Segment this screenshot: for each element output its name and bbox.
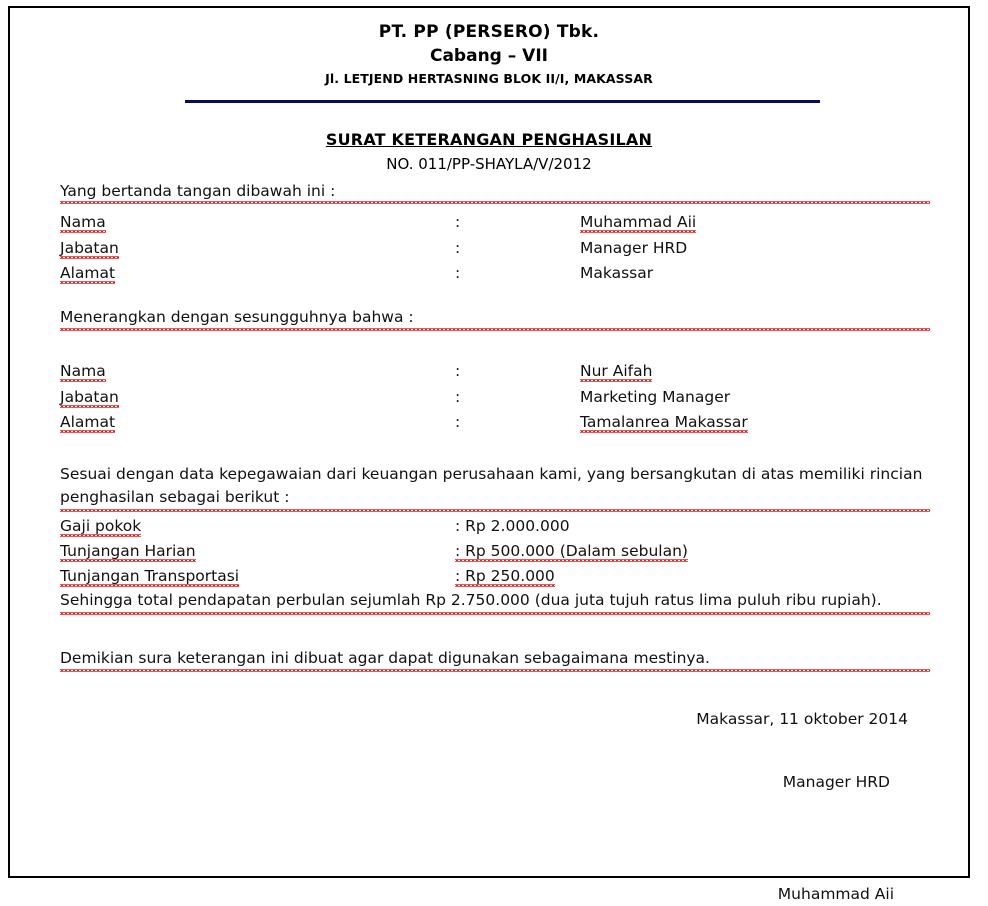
field-value: Makassar bbox=[580, 263, 654, 282]
title-block bbox=[10, 130, 968, 173]
income-label: Gaji pokok bbox=[60, 516, 142, 535]
table-row bbox=[60, 539, 760, 564]
table-row bbox=[60, 514, 760, 539]
income-value: : Rp 250.000 bbox=[455, 567, 555, 586]
signature-place-date: Makassar, 11 oktober 2014 bbox=[696, 710, 908, 728]
field-value: Tamalanrea Makassar bbox=[580, 412, 748, 431]
company-branch: Cabang – VII bbox=[429, 46, 548, 66]
intro-text: Yang bertanda tangan dibawah ini : bbox=[60, 180, 930, 204]
company-name: PT. PP (PERSERO) Tbk. bbox=[378, 22, 600, 42]
income-intro-text: Sesuai dengan data kepegawaian dari keuangan perusahaan kami, yang bersangkutan di atas memiliki rincian penghasilan sebagai berikut : bbox=[60, 463, 930, 512]
income-table bbox=[60, 514, 760, 590]
income-label: Tunjangan Harian bbox=[60, 541, 196, 560]
field-colon: : bbox=[455, 213, 461, 232]
field-value: Muhammad Aii bbox=[580, 213, 697, 232]
field-value: Marketing Manager bbox=[580, 387, 731, 406]
closing-text: Demikian sura keterangan ini dibuat agar dapat digunakan sebagaimana mestinya. bbox=[60, 647, 930, 672]
table-row bbox=[60, 359, 760, 384]
table-row bbox=[60, 564, 760, 589]
signer-details-table bbox=[60, 210, 760, 286]
field-colon: : bbox=[455, 362, 461, 381]
income-value: : Rp 500.000 (Dalam sebulan) bbox=[455, 541, 688, 560]
income-label: Tunjangan Transportasi bbox=[60, 567, 240, 586]
field-label: Alamat bbox=[60, 263, 116, 282]
spacer bbox=[60, 615, 930, 643]
field-value: Nur Aifah bbox=[580, 362, 653, 381]
field-colon: : bbox=[455, 263, 461, 282]
income-value: : Rp 2.000.000 bbox=[455, 516, 570, 535]
letterhead-divider bbox=[185, 100, 820, 103]
field-label: Nama bbox=[60, 213, 106, 232]
spacer bbox=[60, 286, 930, 306]
company-address: Jl. LETJEND HERTASNING BLOK II/I, MAKASSAR bbox=[325, 71, 653, 86]
field-label: Jabatan bbox=[60, 238, 119, 257]
table-row bbox=[60, 261, 760, 286]
field-colon: : bbox=[455, 387, 461, 406]
letterhead bbox=[10, 22, 968, 86]
field-value: Manager HRD bbox=[580, 238, 688, 257]
field-label: Jabatan bbox=[60, 387, 119, 406]
table-row bbox=[60, 385, 760, 410]
subject-details-table bbox=[60, 359, 760, 435]
table-row bbox=[60, 410, 760, 435]
field-label: Alamat bbox=[60, 412, 116, 431]
field-colon: : bbox=[455, 412, 461, 431]
table-row bbox=[60, 210, 760, 235]
field-label: Nama bbox=[60, 362, 106, 381]
document-title: SURAT KETERANGAN PENGHASILAN bbox=[325, 130, 653, 149]
document-number: NO. 011/PP-SHAYLA/V/2012 bbox=[386, 155, 592, 173]
income-total-text: Sehingga total pendapatan perbulan sejumlah Rp 2.750.000 (dua juta tujuh ratus lima puluh ribu rupiah). bbox=[60, 589, 930, 614]
declaration-text: Menerangkan dengan sesungguhnya bahwa : bbox=[60, 306, 930, 331]
table-row bbox=[60, 236, 760, 261]
spacer bbox=[60, 331, 930, 359]
spacer bbox=[60, 435, 930, 463]
signature-name: Muhammad Aii bbox=[777, 884, 894, 903]
signature-block bbox=[568, 708, 908, 906]
signature-role: Manager HRD bbox=[782, 773, 890, 792]
document-frame bbox=[8, 6, 970, 903]
field-colon: : bbox=[455, 238, 461, 257]
document-body bbox=[60, 180, 930, 672]
